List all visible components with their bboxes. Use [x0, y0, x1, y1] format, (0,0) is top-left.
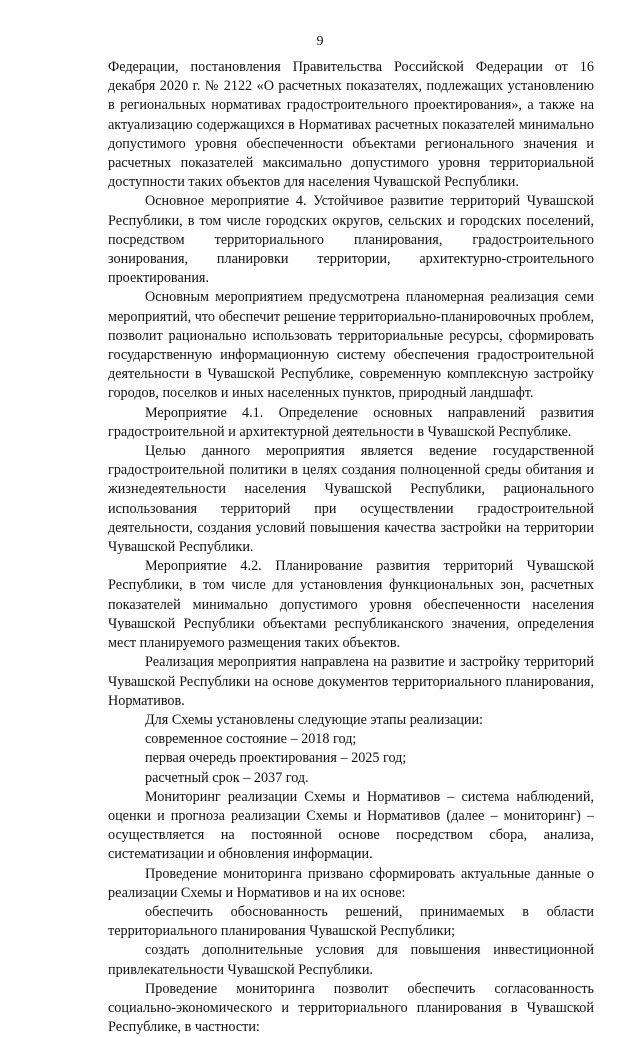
paragraph: Мероприятие 4.2. Планирование развития территорий Чувашской Республики, в том числе для установления функциональных зон, расчетных показателей минимально допустимого уровня обеспеченности населения Чувашской Республики объектами республиканского значения, определения мест планируемого размещения таких объектов. [108, 558, 594, 652]
page-body [108, 58, 594, 1037]
paragraph: Мероприятие 4.1. Определение основных направлений развития градостроительной и архитектурной деятельности в Чувашской Республике. [108, 404, 594, 440]
list-item: создать дополнительные условия для повышения инвестиционной привлекательности Чувашской Республики. [108, 942, 594, 978]
paragraph: Основным мероприятием предусмотрена планомерная реализация семи мероприятий, что обеспечит решение территориально-планировочных проблем, позволит рационально использовать территориальные ресурсы, сформировать государственную информационную систему обеспечения градостроительной деятельности в Чувашской Республике, современную комплексную застройку городов, поселков и иных населенных пунктов, природный ландшафт. [108, 289, 594, 402]
paragraph: Федерации, постановления Правительства Российской Федерации от 16 декабря 2020 г. № 2122 «О расчетных показателях, подлежащих установлению в региональных нормативах градостроительного проектирования», а также на актуализацию содержащихся в Нормативах расчетных показателей минимально допустимого уровня обеспеченности объектами регионального значения и расчетных показателей максимально допустимого уровня территориальной доступности таких объектов для населения Чувашской Республики. [108, 59, 594, 191]
paragraph: Проведение мониторинга призвано сформировать актуальные данные о реализации Схемы и Нормативов и на их основе: [108, 865, 594, 901]
list-item: обеспечить обоснованность решений, принимаемых в области территориального планирования Чувашской Республики; [108, 903, 594, 940]
page-number: 9 [316, 34, 324, 49]
list-item: современное состояние – 2018 год; [145, 731, 357, 748]
paragraph: Целью данного мероприятия является ведение государственной градостроительной политики в целях создания полноценной среды обитания и жизнедеятельности населения Чувашской Республики, рационального использования территорий при осуществлении градостроительной деятельности, создания условий повышения качества застройки на территории Чувашской Республики. [108, 443, 594, 556]
list-item: расчетный срок – 2037 год. [145, 769, 309, 786]
paragraph: Основное мероприятие 4. Устойчивое развитие территорий Чувашской Республики, в том числе городских округов, сельских и городских поселений, посредством территориального планирования, градостроительного зонирования, планировки территории, архитектурно-строительного проектирования. [108, 193, 594, 287]
paragraph: Для Схемы установлены следующие этапы реализации: [145, 711, 483, 728]
paragraph: Проведение мониторинга позволит обеспечить согласованность социально-экономического и территориального планирования в Чувашской Республике, в частности: [108, 980, 594, 1036]
list-item: первая очередь проектирования – 2025 год; [145, 750, 407, 767]
paragraph: Реализация мероприятия направлена на развитие и застройку территорий Чувашской Республики на основе документов территориального планирования, Нормативов. [108, 654, 594, 709]
paragraph: Мониторинг реализации Схемы и Нормативов – система наблюдений, оценки и прогноза реализации Схемы и Нормативов (далее – мониторинг) – осуществляется на постоянной основе посредством сбора, анализа, систематизации и обновления информации. [108, 788, 594, 863]
